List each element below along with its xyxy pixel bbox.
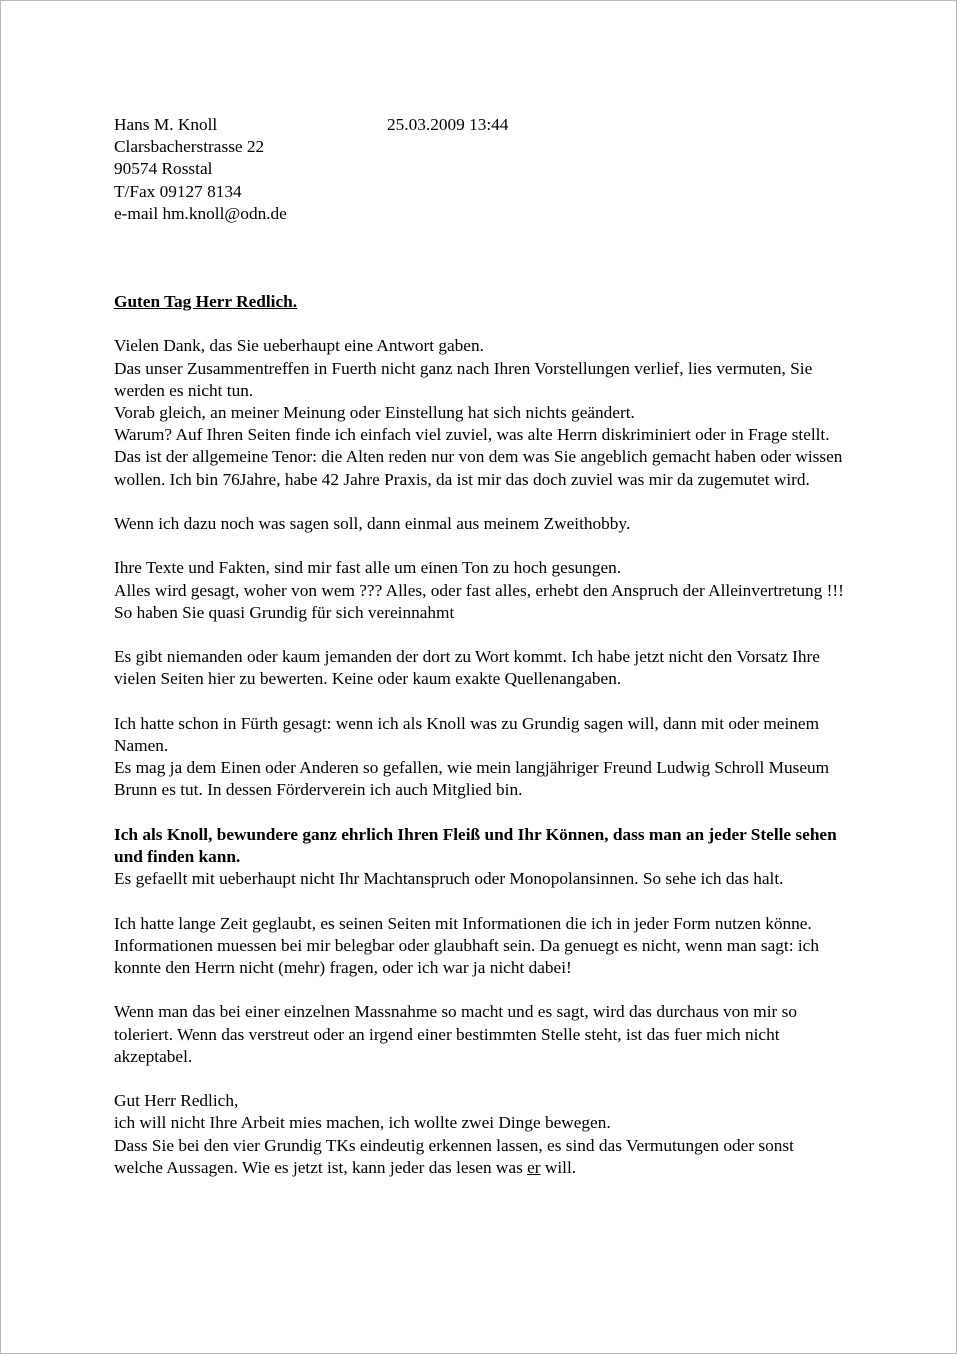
paragraph-line: Vielen Dank, das Sie ueberhaupt eine Antwort gaben. bbox=[114, 336, 484, 356]
paragraph-line: Es gefaellt mit ueberhaupt nicht Ihr Machtanspruch oder Monopolansinnen. So sehe ich das halt. bbox=[114, 869, 784, 889]
paragraph-5 bbox=[114, 713, 844, 802]
sender-email: e-mail hm.knoll@odn.de bbox=[114, 203, 287, 223]
letter-date: 25.03.2009 13:44 bbox=[387, 115, 509, 134]
paragraph-line: Ich hatte schon in Fürth gesagt: wenn ich als Knoll was zu Grundig sagen will, dann mit oder meinem Namen. bbox=[114, 713, 820, 755]
text-run: will. bbox=[540, 1157, 577, 1177]
paragraph-line-last bbox=[114, 1135, 844, 1179]
greeting: Guten Tag Herr Redlich. bbox=[114, 292, 298, 311]
paragraph-8: Wenn man das bei einer einzelnen Massnahme so macht und es sagt, wird das durchaus von mir so toleriert. Wenn das verstreut oder an irgend einer bestimmten Stelle steht, ist das fuer mich nicht akzeptabel. bbox=[114, 1002, 797, 1066]
bold-statement: Ich als Knoll, bewundere ganz ehrlich Ihren Fleiß und Ihr Können, dass man an jeder Stelle sehen und finden kann. bbox=[114, 824, 837, 866]
underlined-word: er bbox=[527, 1157, 541, 1177]
paragraph-line: Alles wird gesagt, woher von wem ??? Alles, oder fast alles, erhebt den Anspruch der Alleinvertretung !!! So haben Sie quasi Grundig für sich vereinnahmt bbox=[114, 580, 844, 622]
paragraph-line: ich will nicht Ihre Arbeit mies machen, ich wollte zwei Dinge bewegen. bbox=[114, 1113, 611, 1133]
sender-phone: T/Fax 09127 8134 bbox=[114, 181, 242, 201]
paragraph-7: Ich hatte lange Zeit geglaubt, es seinen Seiten mit Informationen die ich in jeder Form nutzen könne. Informationen muessen bei mir belegbar oder glaubhaft sein. Da genuegt es nicht, wenn man sagt: ich konnte den Herrn nicht (mehr) fragen, oder ich war ja nicht dabei! bbox=[114, 913, 819, 977]
sender-city: 90574 Rosstal bbox=[114, 159, 213, 179]
paragraph-9 bbox=[114, 1090, 844, 1179]
sender-street: Clarsbacherstrasse 22 bbox=[114, 137, 265, 157]
paragraph-line: Ihre Texte und Fakten, sind mir fast alle um einen Ton zu hoch gesungen. bbox=[114, 558, 622, 578]
paragraph-line: Gut Herr Redlich, bbox=[114, 1091, 239, 1111]
paragraph-4: Es gibt niemanden oder kaum jemanden der dort zu Wort kommt. Ich habe jetzt nicht den Vorsatz Ihre vielen Seiten hier zu bewerten. Keine oder kaum exakte Quellenangaben. bbox=[114, 647, 820, 689]
paragraph-3 bbox=[114, 557, 844, 624]
paragraph-line: Vorab gleich, an meiner Meinung oder Einstellung hat sich nichts geändert. bbox=[114, 403, 635, 422]
paragraph-line: Es mag ja dem Einen oder Anderen so gefallen, wie mein langjähriger Freund Ludwig Schroll Museum Brunn es tut. In dessen Förderverein ich auch Mitglied bin. bbox=[114, 758, 830, 800]
paragraph-6 bbox=[114, 824, 844, 891]
letter bbox=[114, 114, 844, 1179]
paragraph-line: Das ist der allgemeine Tenor: die Alten reden nur von dem was Sie angeblich gemacht haben oder wissen wollen. Ich bin 76Jahre, habe 42 Jahre Praxis, da ist mir das doch zuviel was mir da zugemutet wird. bbox=[114, 447, 843, 489]
letter-header bbox=[114, 114, 844, 225]
paragraph-2: Wenn ich dazu noch was sagen soll, dann einmal aus meinem Zweithobby. bbox=[114, 514, 631, 533]
paragraph-line: Das unser Zusammentreffen in Fuerth nicht ganz nach Ihren Vorstellungen verlief, lies vermuten, Sie werden es nicht tun. bbox=[114, 358, 813, 400]
text-run: Dass Sie bei den vier Grundig TKs eindeutig erkennen lassen, es sind das Vermutungen oder sonst welche Aussagen. Wie es jetzt ist, kann jeder das lesen was bbox=[114, 1135, 794, 1177]
sender-name: Hans M. Knoll bbox=[114, 115, 218, 134]
paragraph-1 bbox=[114, 335, 844, 490]
paragraph-line: Warum? Auf Ihren Seiten finde ich einfach viel zuviel, was alte Herrn diskriminiert oder in Frage stellt. bbox=[114, 425, 830, 445]
